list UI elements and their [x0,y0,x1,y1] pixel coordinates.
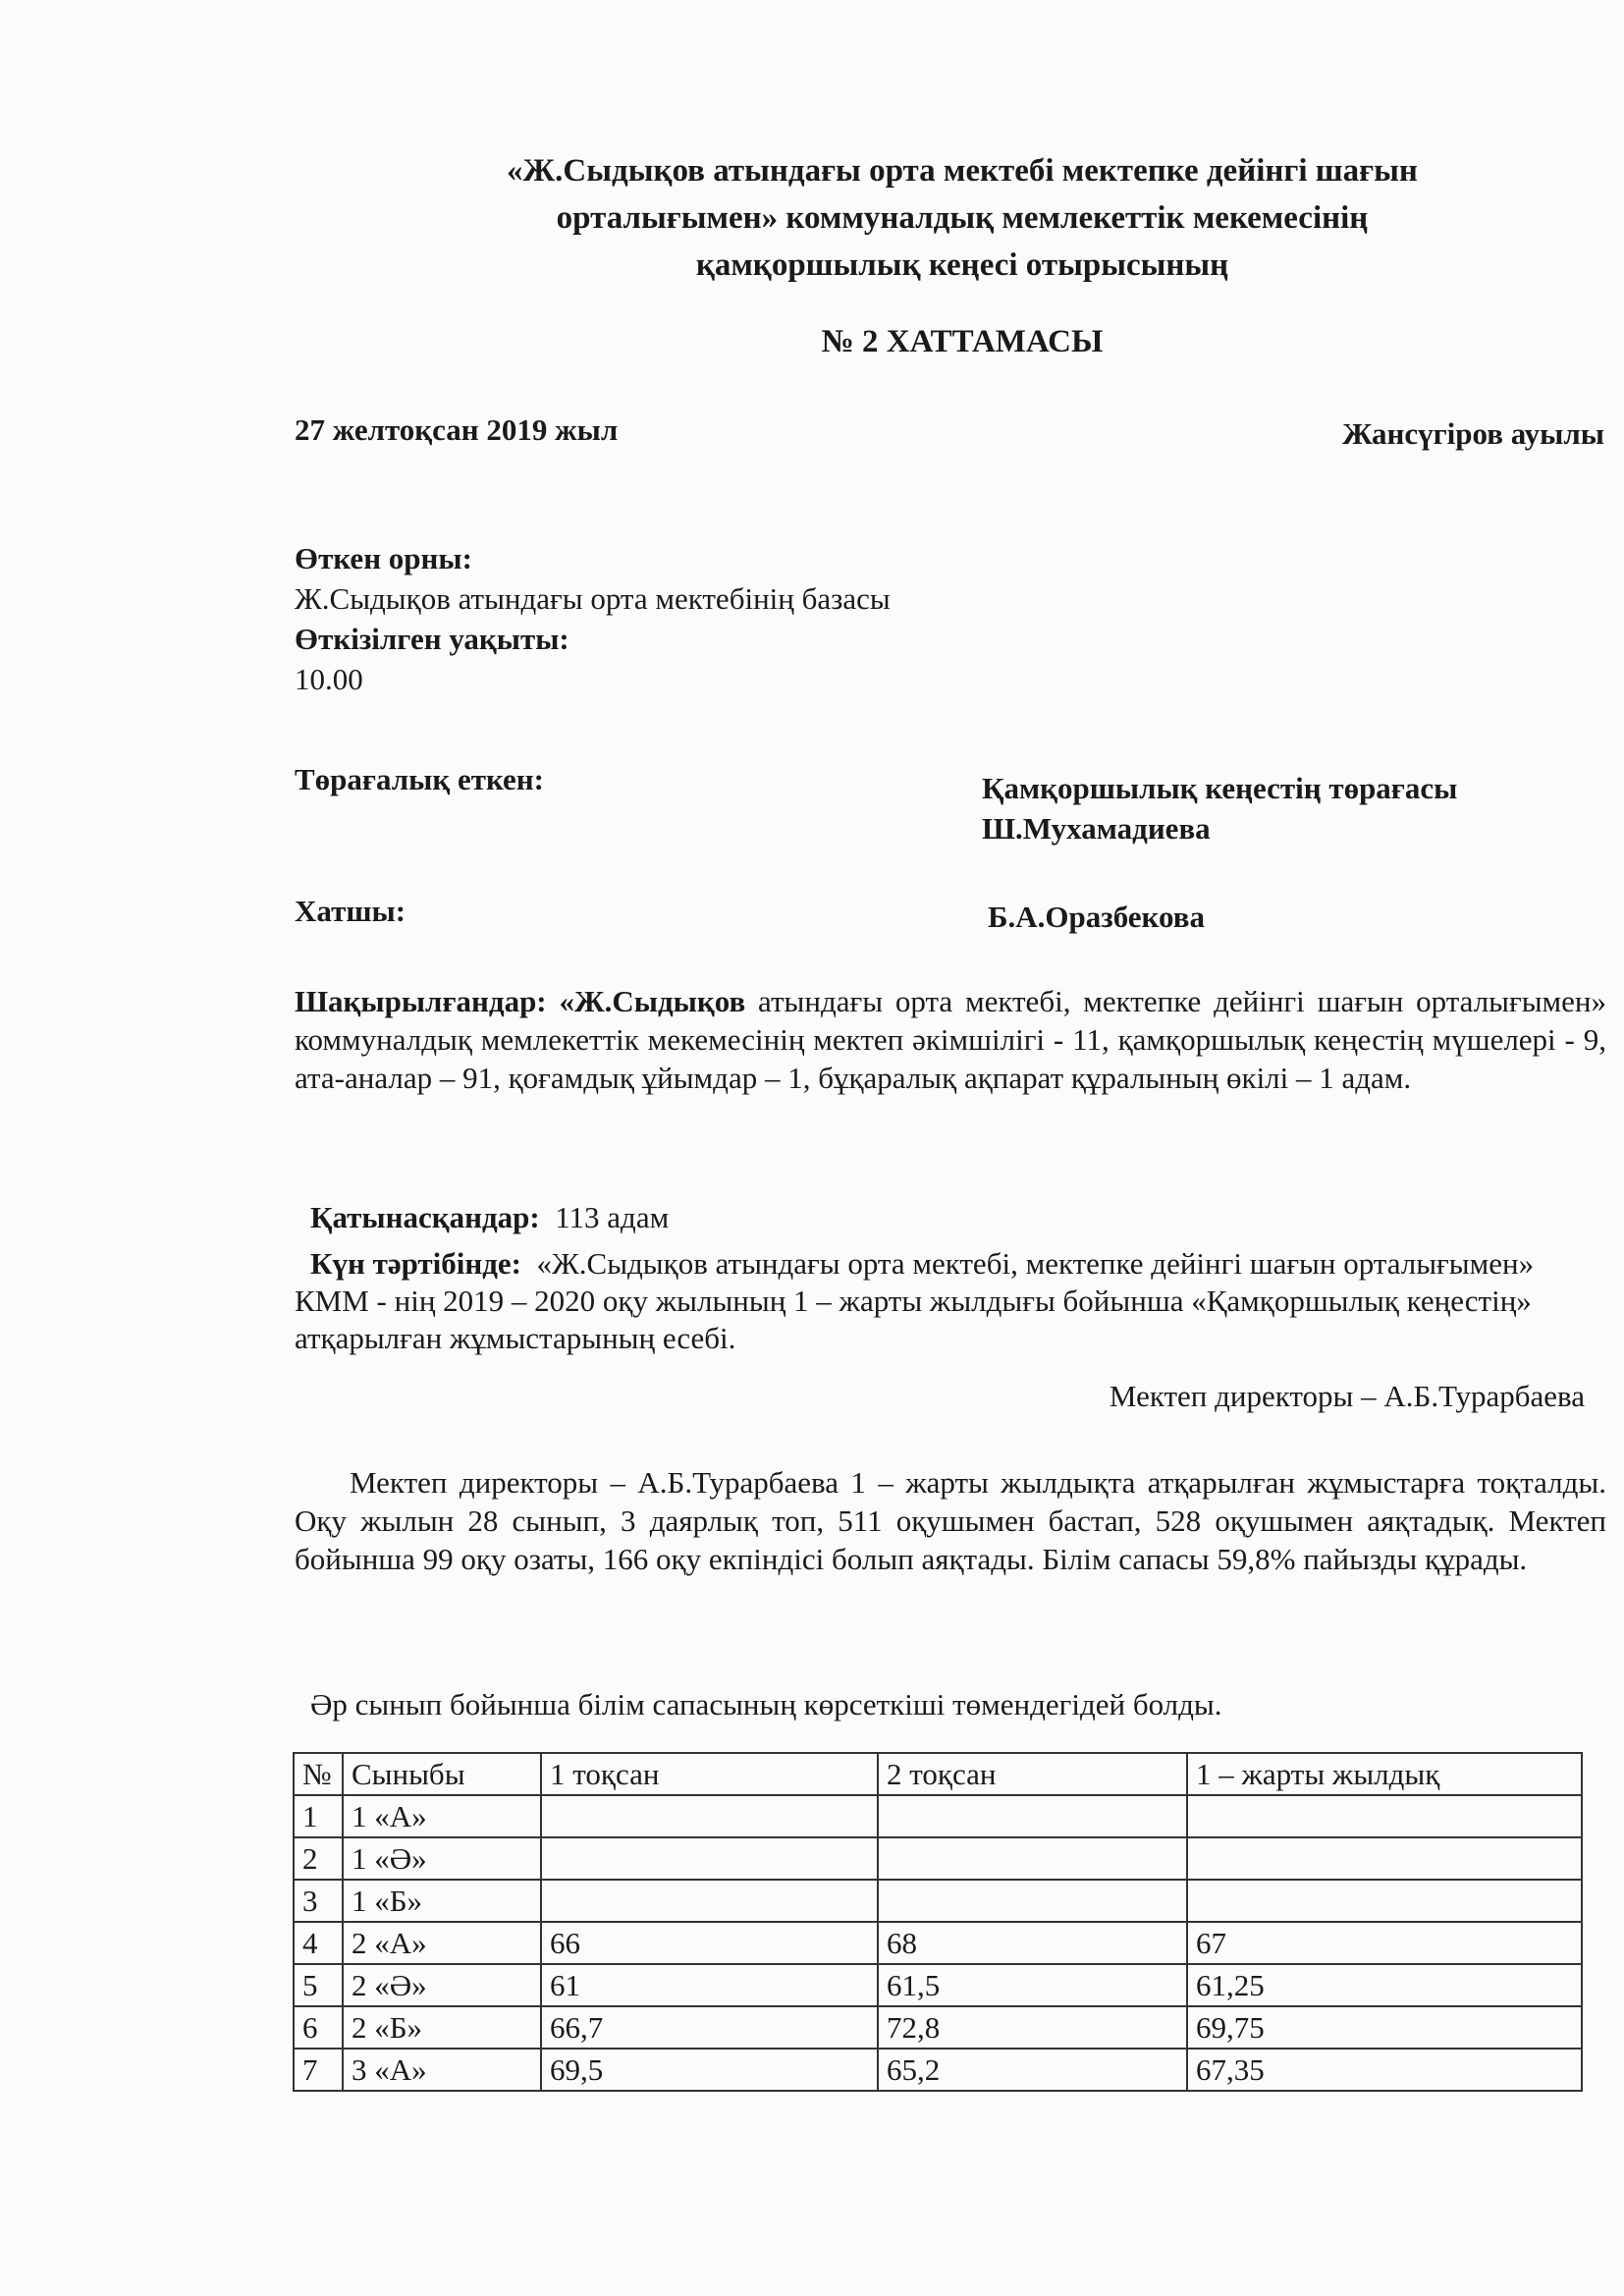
cell-class: 2 «Б» [343,2006,541,2049]
agenda-text: «Ж.Сыдықов атындағы орта мектебі, мектепке дейінгі шағын орталығымен» КММ - нің 2019 – 2020 оқу жылының 1 – жарты жылдығы бойынша «Қамқоршылық кеңестің» атқарылған жұмыстарының есебі. [295,1246,1535,1355]
header-cell: 1 тоқсан [541,1753,878,1795]
cell-q1: 61 [541,1964,878,2006]
meeting-date: 27 желтоқсан 2019 жыл [295,412,619,447]
cell-number: 3 [294,1880,343,1922]
header-cell: Сыныбы [343,1753,541,1795]
time-label: Өткізілген уақыты: [295,622,569,656]
venue-block [295,538,891,699]
invited-school: «Ж.Сыдықов [559,984,746,1018]
report-paragraph [295,1463,1606,1578]
cell-q1 [541,1837,878,1880]
venue-value: Ж.Сыдықов атындағы орта мектебінің базасы [295,581,891,616]
cell-q2: 65,2 [878,2049,1187,2091]
report-text: Мектеп директоры – А.Б.Турарбаева 1 – жарты жылдықта атқарылған жұмыстарға тоқталды. Оқу жылын 28 сынып, 3 даярлық топ, 511 оқушымен бастап, 528 оқушымен аяқтадық. Мектеп бойынша 99 оқу озаты, 166 оқу екпіндісі болып аяқтады. Білім сапасы 59,8% пайызды құрады. [295,1465,1606,1576]
table-row [294,2006,1582,2049]
agenda-paragraph [295,1245,1606,1357]
invited-paragraph [295,982,1606,1097]
cell-q2 [878,1880,1187,1922]
cell-q2: 72,8 [878,2006,1187,2049]
chair-block [982,768,1457,848]
cell-number: 6 [294,2006,343,2049]
table-intro: Әр сынып бойынша білім сапасының көрсеткіші төмендегідей болды. [310,1687,1222,1722]
cell-half-year: 61,25 [1187,1964,1582,2006]
cell-number: 7 [294,2049,343,2091]
cell-class: 1 «Б» [343,1880,541,1922]
table-row [294,1922,1582,1964]
cell-q2 [878,1795,1187,1837]
cell-number: 5 [294,1964,343,2006]
cell-q2: 61,5 [878,1964,1187,2006]
header-cell: № [294,1753,343,1795]
chair-name: Ш.Мухамадиева [982,811,1211,846]
cell-class: 3 «А» [343,2049,541,2091]
title-line: орталығымен» коммуналдық мемлекеттік мекемесінің [556,200,1369,236]
cell-q2 [878,1837,1187,1880]
meeting-location: Жансүгіров ауылы [1342,416,1604,451]
table-row [294,1837,1582,1880]
table-header-row [294,1753,1582,1795]
secretary-name: Б.А.Оразбекова [988,900,1205,934]
cell-q1 [541,1880,878,1922]
cell-number: 4 [294,1922,343,1964]
attended-value: 113 адам [555,1200,670,1234]
cell-number: 1 [294,1795,343,1837]
cell-class: 1 «А» [343,1795,541,1837]
attended-line [310,1200,669,1235]
cell-q1: 66,7 [541,2006,878,2049]
venue-label: Өткен орны: [295,541,472,575]
table-row [294,1964,1582,2006]
cell-half-year [1187,1795,1582,1837]
invited-text: атындағы орта мектебі, мектепке дейінгі шағын орталығымен» коммуналдық мемлекеттік мекемесінің мектеп әкімшілігі - 11, қамқоршылық кеңестің мүшелері - 9, ата-аналар – 91, қоғамдық ұйымдар – 1, бұқаралық ақпарат құралының өкілі – 1 адам. [295,984,1607,1095]
cell-half-year [1187,1880,1582,1922]
agenda-speaker: Мектеп директоры – А.Б.Турарбаева [1109,1379,1585,1413]
invited-label: Шақырылғандар: [295,984,547,1018]
cell-class: 2 «А» [343,1922,541,1964]
cell-number: 2 [294,1837,343,1880]
cell-q1 [541,1795,878,1837]
cell-half-year: 67 [1187,1922,1582,1964]
secretary-label: Хатшы: [295,894,406,928]
header-cell: 1 – жарты жылдық [1187,1753,1582,1795]
document-title [393,147,1532,289]
attended-label: Қатынасқандар: [310,1200,540,1234]
cell-q1: 66 [541,1922,878,1964]
cell-class: 2 «Ә» [343,1964,541,2006]
title-line: «Ж.Сыдықов атындағы орта мектебі мектепке дейінгі шағын [507,153,1418,189]
chair-label: Төрағалық еткен: [295,762,544,796]
header-cell: 2 тоқсан [878,1753,1187,1795]
table-row [294,1880,1582,1922]
cell-q2: 68 [878,1922,1187,1964]
protocol-title: № 2 ХАТТАМАСЫ [821,324,1104,359]
chair-title: Қамқоршылық кеңестің төрағасы [982,771,1458,805]
agenda-label: Күн тәртібінде: [310,1246,521,1281]
title-line: қамқоршылық кеңесі отырысының [695,247,1229,283]
cell-half-year: 67,35 [1187,2049,1582,2091]
time-value: 10.00 [295,662,363,696]
table-row [294,2049,1582,2091]
cell-q1: 69,5 [541,2049,878,2091]
cell-class: 1 «Ә» [343,1837,541,1880]
grades-table [293,1752,1583,2092]
cell-half-year: 69,75 [1187,2006,1582,2049]
cell-half-year [1187,1837,1582,1880]
table-row [294,1795,1582,1837]
